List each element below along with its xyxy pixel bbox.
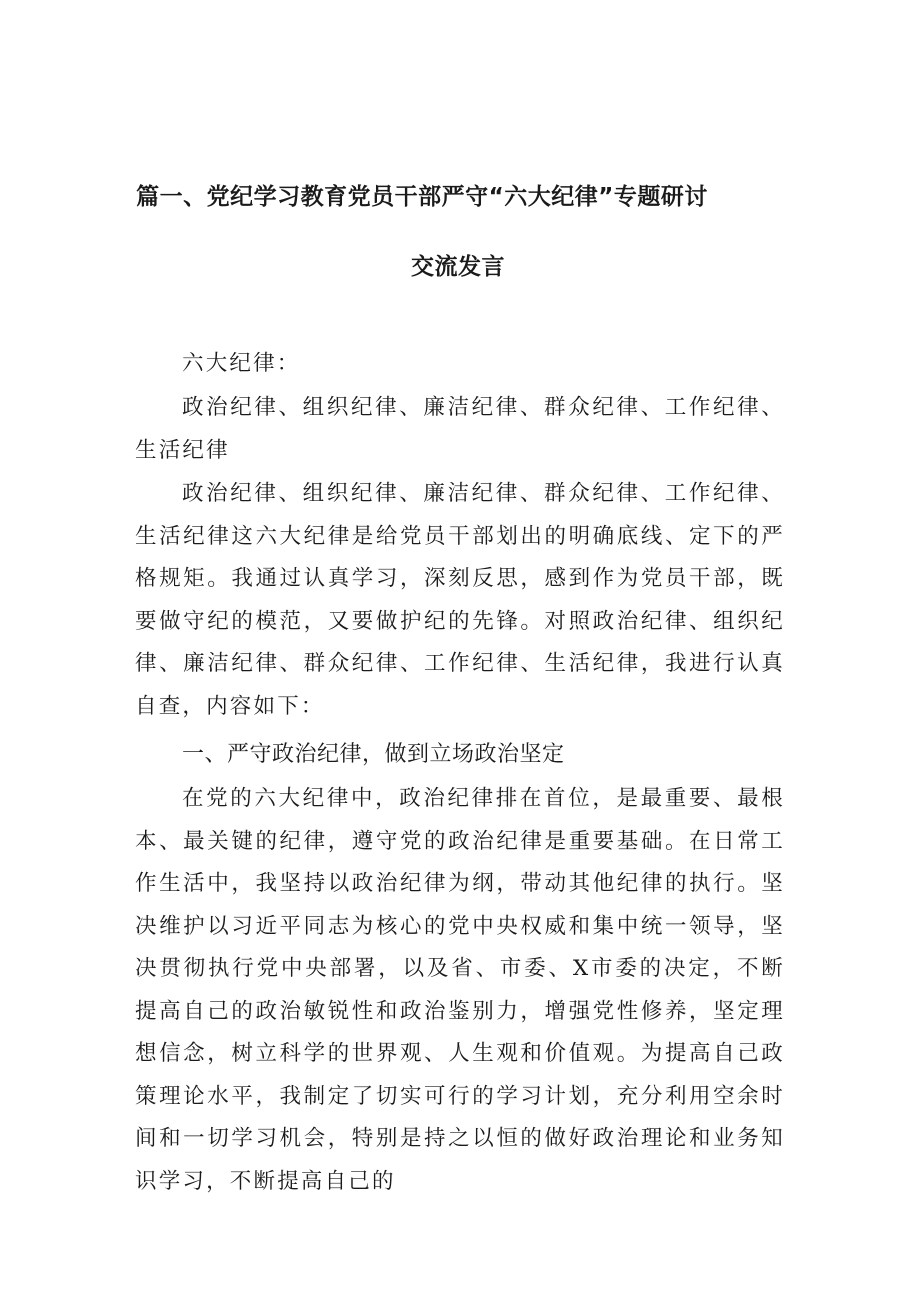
document-title-line-1: 篇一、党纪学习教育党员干部严守“六大纪律”专题研讨 bbox=[136, 184, 708, 210]
document-title-line-2: 交流发言 bbox=[411, 254, 505, 280]
list-paragraph: 政治纪律、组织纪律、廉洁纪律、群众纪律、工作纪律、生活纪律 bbox=[135, 395, 785, 463]
section-paragraph: 在党的六大纪律中，政治纪律排在首位，是最重要、最根本、最关键的纪律，遵守党的政治纪律是重要基础。在日常工作生活中，我坚持以政治纪律为纲，带动其他纪律的执行。坚决维护以习近平同志为核心的党中央权威和集中统一领导，坚决贯彻执行党中央部署，以及省、市委、X市委的决定，不断提高自己的政治敏锐性和政治鉴别力，增强党性修养，坚定理想信念，树立科学的世界观、人生观和价值观。为提高自己政策理论水平，我制定了切实可行的学习计划，充分利用空余时间和一切学习机会，特别是持之以恒的做好政治理论和业务知识学习，不断提高自己的 bbox=[135, 786, 785, 1194]
section-heading: 一、严守政治纪律，做到立场政治坚定 bbox=[182, 742, 565, 767]
section-label: 六大纪律： bbox=[182, 351, 301, 376]
intro-paragraph: 政治纪律、组织纪律、廉洁纪律、群众纪律、工作纪律、生活纪律这六大纪律是给党员干部划出的明确底线、定下的严格规矩。我通过认真学习，深刻反思，感到作为党员干部，既要做守纪的模范，又要做护纪的先锋。对照政治纪律、组织纪律、廉洁纪律、群众纪律、工作纪律、生活纪律，我进行认真自查，内容如下： bbox=[135, 481, 785, 719]
